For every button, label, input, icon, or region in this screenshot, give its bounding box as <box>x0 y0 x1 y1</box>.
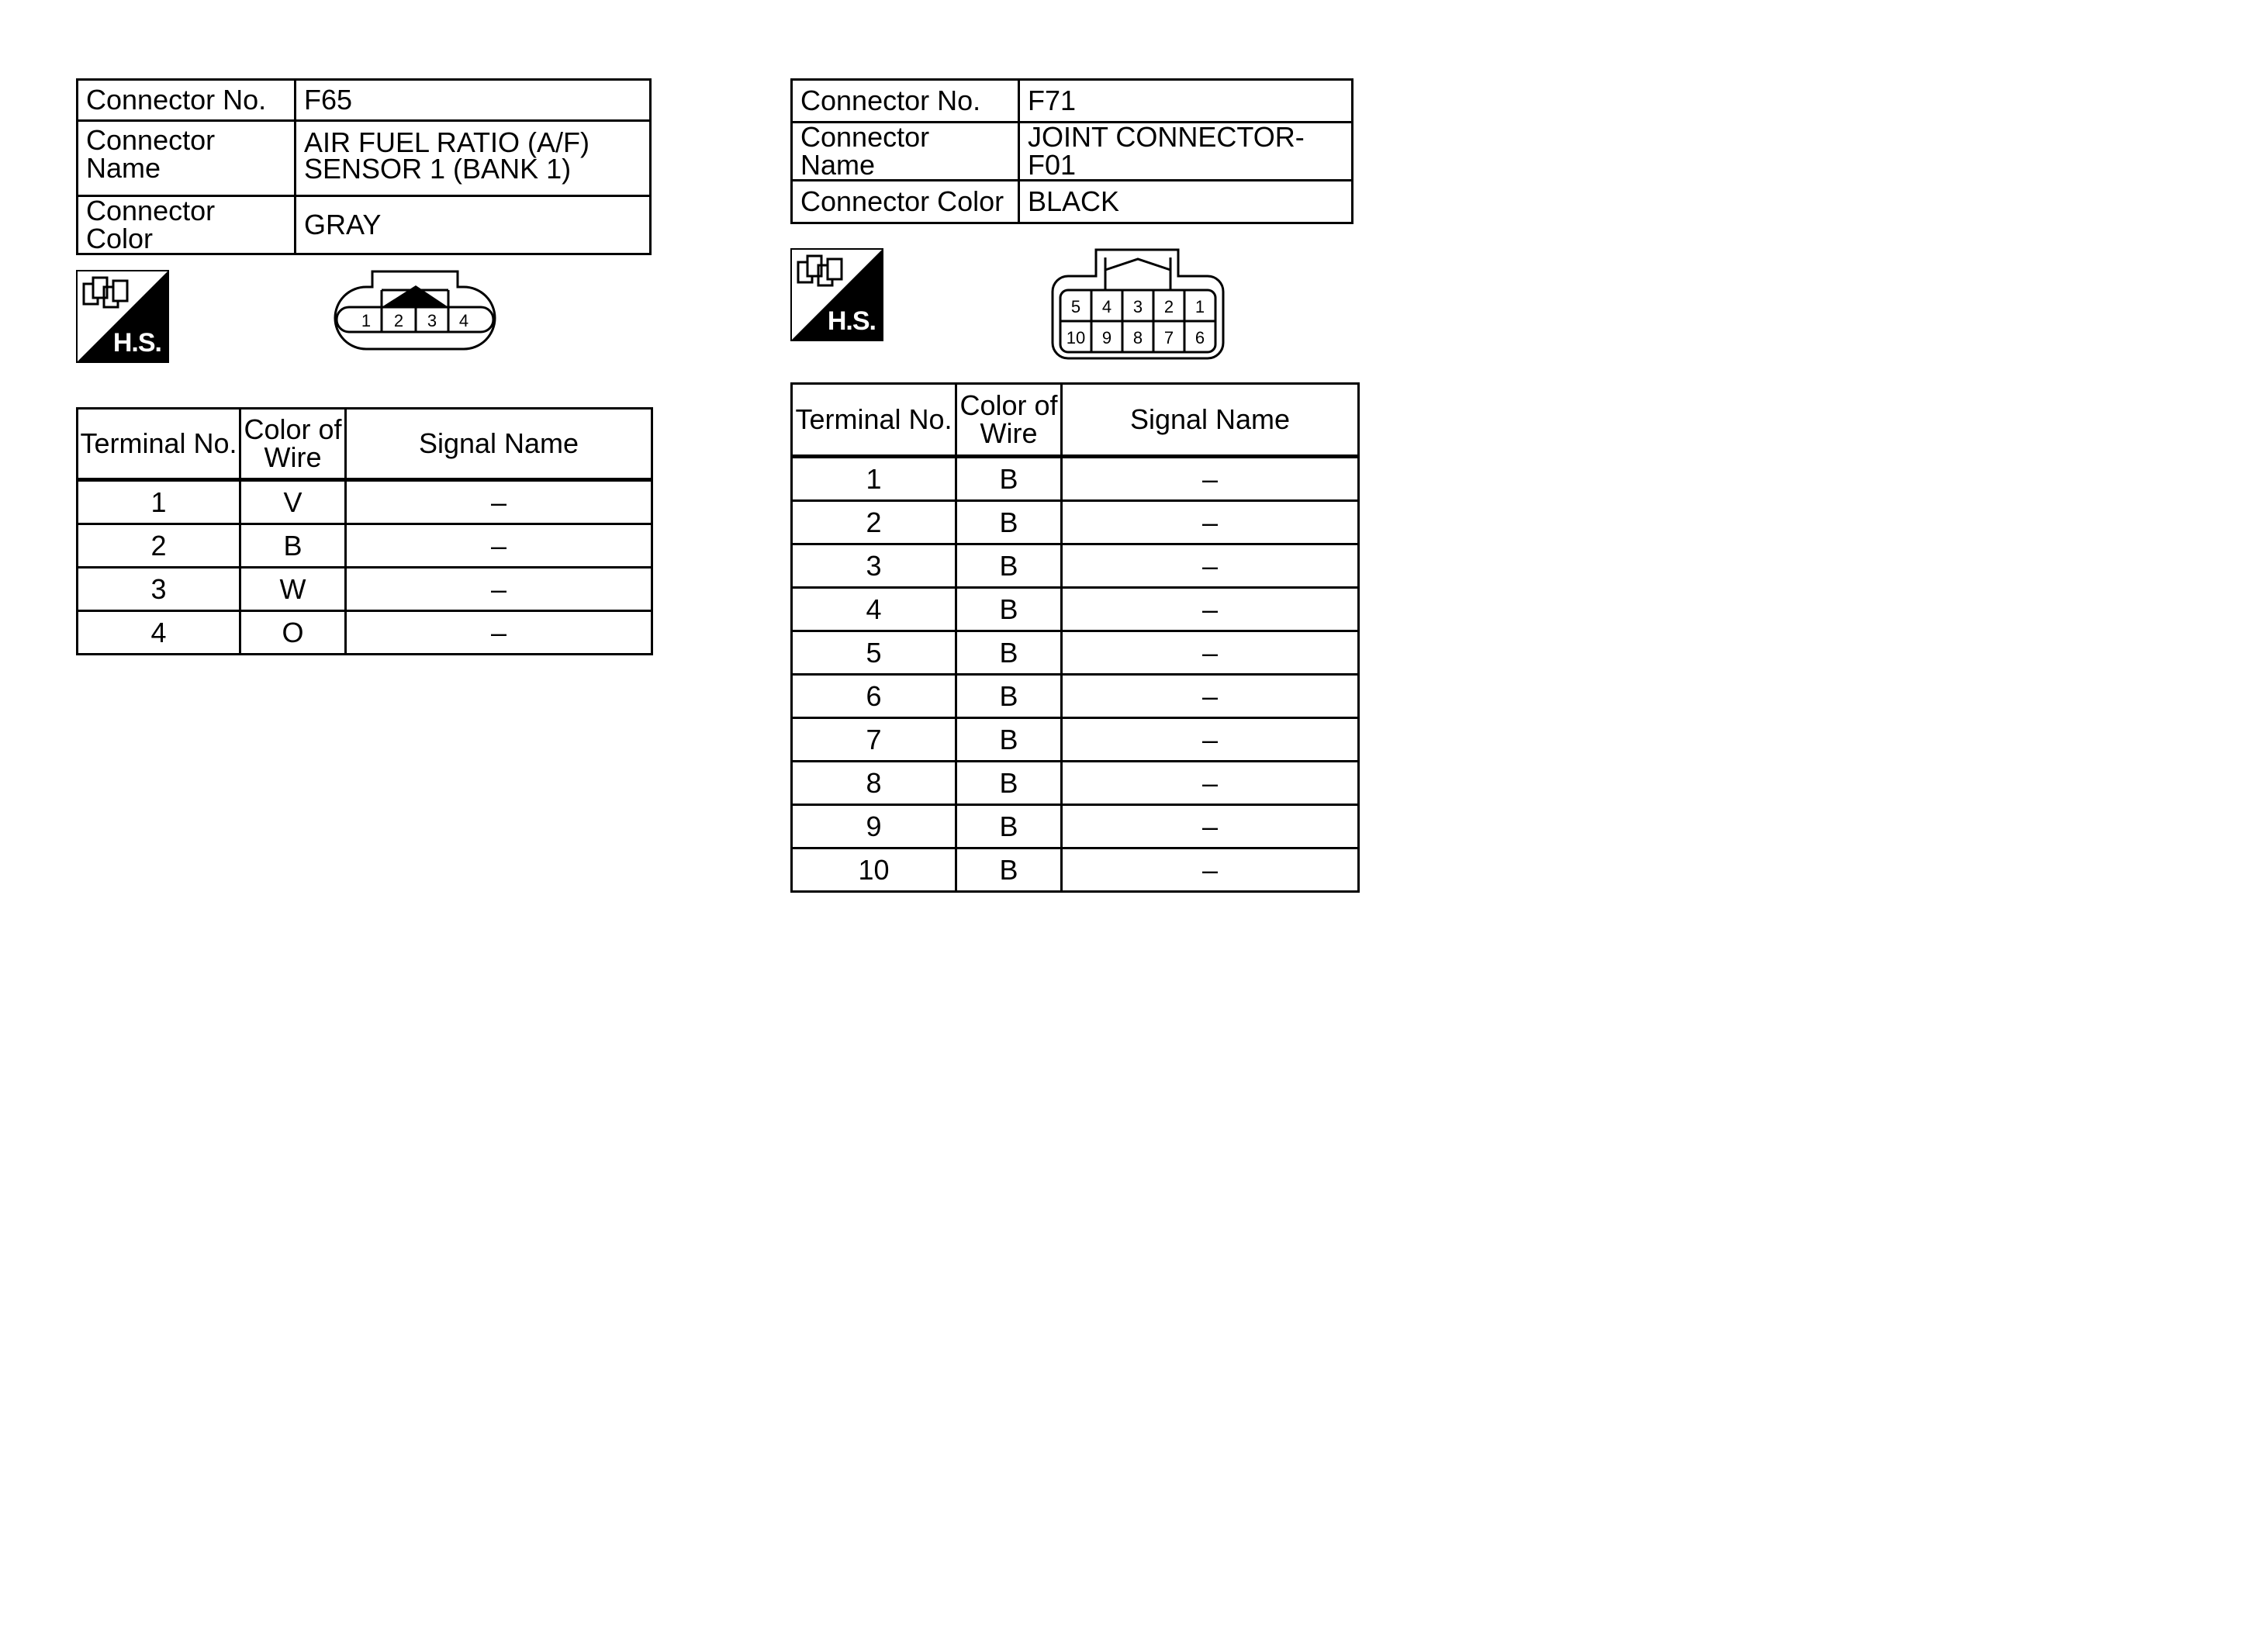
pin-label: 9 <box>1101 328 1112 347</box>
terminal-table-f71 <box>790 382 1360 893</box>
signal-name-header: Signal Name <box>1062 384 1359 457</box>
terminal-no-cell: 9 <box>792 805 956 848</box>
wire-color-cell: B <box>956 718 1062 762</box>
wire-color-cell: B <box>956 501 1062 544</box>
connector-color-value: BLACK <box>1019 181 1353 223</box>
pin-label: 1 <box>1194 297 1205 316</box>
connector-color-label: Connector Color <box>792 181 1019 223</box>
pin-label: 7 <box>1163 328 1174 347</box>
table-row <box>78 568 652 611</box>
connector-no-label: Connector No. <box>78 80 296 121</box>
signal-name-cell: – <box>1062 457 1359 501</box>
connector-name-label: Connector Name <box>78 121 296 196</box>
signal-name-cell: – <box>346 568 652 611</box>
table-row <box>792 457 1359 501</box>
wire-color-cell: W <box>240 568 346 611</box>
terminal-table-f65 <box>76 407 653 655</box>
badge-label: H.S. <box>827 306 876 336</box>
signal-name-cell: – <box>346 611 652 655</box>
terminal-no-cell: 2 <box>78 524 240 568</box>
header-line: Color of <box>959 389 1058 421</box>
connector-info-table-f71 <box>790 78 1353 224</box>
terminal-no-cell: 1 <box>78 480 240 524</box>
pin-label: 2 <box>1163 297 1174 316</box>
wire-color-cell: B <box>956 457 1062 501</box>
wire-color-cell: B <box>956 675 1062 718</box>
terminal-no-cell: 7 <box>792 718 956 762</box>
wire-color-cell: O <box>240 611 346 655</box>
pin-label: 4 <box>1101 297 1112 316</box>
connector-color-label: Connector Color <box>78 196 296 254</box>
table-row <box>78 611 652 655</box>
pin-label: 4 <box>458 311 469 330</box>
table-row <box>792 848 1359 892</box>
pin-label: 8 <box>1132 328 1143 347</box>
terminal-no-header: Terminal No. <box>78 409 240 480</box>
wire-color-header <box>956 384 1062 457</box>
pin-label: 6 <box>1194 328 1205 347</box>
connector-name-line: AIR FUEL RATIO (A/F) <box>304 126 590 158</box>
pin-label: 10 <box>1066 328 1086 347</box>
pin-label: 2 <box>393 311 404 330</box>
table-row <box>792 544 1359 588</box>
connector-name-value <box>296 121 651 196</box>
terminal-no-cell: 5 <box>792 631 956 675</box>
table-row <box>792 588 1359 631</box>
terminal-no-cell: 6 <box>792 675 956 718</box>
connector-info-table-f65 <box>76 78 652 255</box>
connector-name-line: SENSOR 1 (BANK 1) <box>304 153 572 185</box>
table-row <box>792 501 1359 544</box>
signal-name-cell: – <box>1062 848 1359 892</box>
wire-color-cell: B <box>956 588 1062 631</box>
signal-name-cell: – <box>1062 762 1359 805</box>
connector-diagram-f71 <box>1046 248 1229 361</box>
wire-color-cell: B <box>956 848 1062 892</box>
terminal-no-cell: 3 <box>792 544 956 588</box>
wire-color-cell: B <box>956 805 1062 848</box>
header-line: Wire <box>980 417 1038 449</box>
table-row <box>78 480 652 524</box>
pin-label: 5 <box>1070 297 1081 316</box>
badge-label: H.S. <box>112 328 161 358</box>
terminal-no-cell: 1 <box>792 457 956 501</box>
wire-color-cell: B <box>240 524 346 568</box>
table-row <box>792 762 1359 805</box>
signal-name-cell: – <box>1062 588 1359 631</box>
terminal-no-cell: 3 <box>78 568 240 611</box>
terminal-no-cell: 10 <box>792 848 956 892</box>
wire-color-cell: B <box>956 544 1062 588</box>
harness-side-badge <box>76 270 169 363</box>
connector-no-value: F71 <box>1019 80 1353 123</box>
pin-label: 1 <box>361 311 372 330</box>
signal-name-cell: – <box>1062 544 1359 588</box>
connector-no-label: Connector No. <box>792 80 1019 123</box>
connector-color-value: GRAY <box>296 196 651 254</box>
table-row <box>78 524 652 568</box>
terminal-no-cell: 4 <box>78 611 240 655</box>
header-line: Wire <box>264 441 322 473</box>
wire-color-cell: B <box>956 762 1062 805</box>
signal-name-cell: – <box>1062 805 1359 848</box>
connector-name-value: JOINT CONNECTOR-F01 <box>1019 123 1353 181</box>
terminal-no-cell: 4 <box>792 588 956 631</box>
header-line: Color of <box>244 413 342 445</box>
wire-color-cell: B <box>956 631 1062 675</box>
table-row <box>792 805 1359 848</box>
table-row <box>792 675 1359 718</box>
signal-name-cell: – <box>1062 501 1359 544</box>
pin-label: 3 <box>1132 297 1143 316</box>
terminal-no-header: Terminal No. <box>792 384 956 457</box>
signal-name-cell: – <box>346 480 652 524</box>
signal-name-cell: – <box>1062 675 1359 718</box>
pin-label: 3 <box>427 311 437 330</box>
connector-no-value: F65 <box>296 80 651 121</box>
signal-name-cell: – <box>1062 631 1359 675</box>
wire-color-header <box>240 409 346 480</box>
terminal-no-cell: 2 <box>792 501 956 544</box>
signal-name-cell: – <box>1062 718 1359 762</box>
table-row <box>792 718 1359 762</box>
signal-name-header: Signal Name <box>346 409 652 480</box>
terminal-no-cell: 8 <box>792 762 956 805</box>
table-row <box>792 631 1359 675</box>
connector-name-label: Connector Name <box>792 123 1019 181</box>
harness-side-badge <box>790 248 883 341</box>
connector-diagram-f65 <box>332 270 498 352</box>
signal-name-cell: – <box>346 524 652 568</box>
wire-color-cell: V <box>240 480 346 524</box>
